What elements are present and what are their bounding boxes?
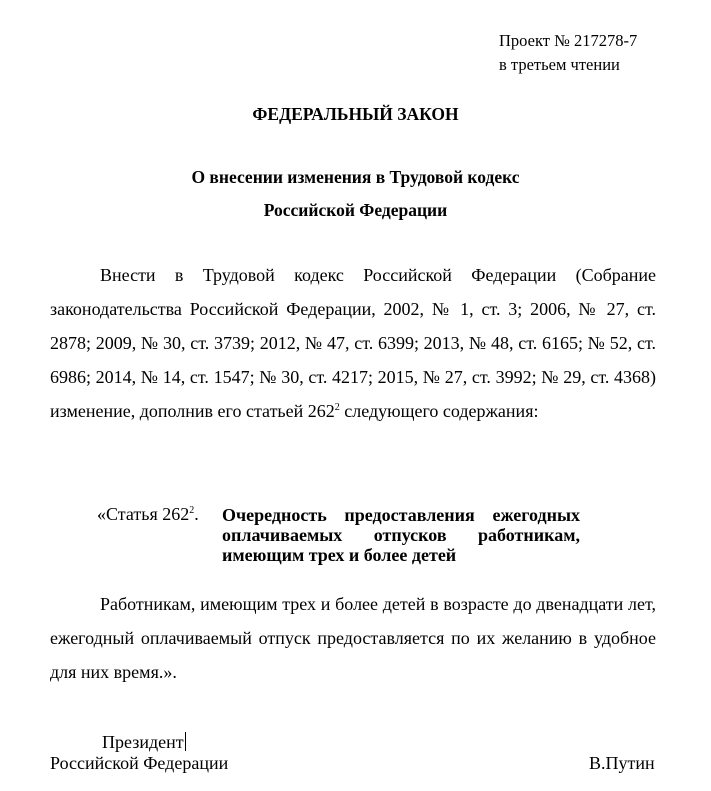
signatory-name: В.Путин	[589, 753, 655, 773]
article-title: Очередность предоставления ежегодных оплачиваемых отпусков работникам, имеющим трех и более детей	[222, 505, 580, 565]
project-header	[499, 29, 637, 77]
project-number: Проект № 217278-7	[499, 31, 638, 50]
article-label-dot: .	[194, 504, 199, 524]
reading-stage: в третьем чтении	[499, 55, 620, 74]
article-paragraph	[50, 587, 656, 689]
article-label-superscript: 2	[189, 505, 195, 516]
president-text: Президент	[102, 732, 184, 752]
signatory-position-line2: Российской Федерации	[50, 753, 229, 773]
law-subtitle-line2: Российской Федерации	[263, 200, 448, 220]
intro-tail: следующего содержания:	[339, 401, 539, 421]
law-subtitle-line1: О внесении изменения в Трудовой кодекс	[191, 167, 520, 187]
article-text: Работникам, имеющим трех и более детей в возрасте до двенадцати лет, ежегодный оплачиваемый отпуск предоставляется по их желанию в удобное для них время.».	[50, 594, 656, 682]
document-title: ФЕДЕРАЛЬНЫЙ ЗАКОН	[252, 104, 459, 124]
intro-text: Внести в Трудовой кодекс Российской Федерации (Собрание законодательства Российской Федерации, 2002, № 1, ст. 3; 2006, № 27, ст. 2878; 2009, № 30, ст. 3739; 2012, № 47, ст. 6399; 2013, № 48, ст. 6165; № 52, ст. 6986; 2014, № 14, ст. 1547; № 30, ст. 4217; 2015, № 27, ст. 3992; № 29, ст. 4368) изменение, дополнив его статьей 262	[50, 265, 656, 421]
article-label-text: «Статья 262	[97, 504, 190, 524]
intro-superscript: 2	[334, 402, 340, 413]
text-cursor	[185, 732, 186, 751]
signatory-position-line1	[102, 731, 186, 753]
article-label	[97, 504, 199, 524]
intro-paragraph	[50, 258, 656, 428]
